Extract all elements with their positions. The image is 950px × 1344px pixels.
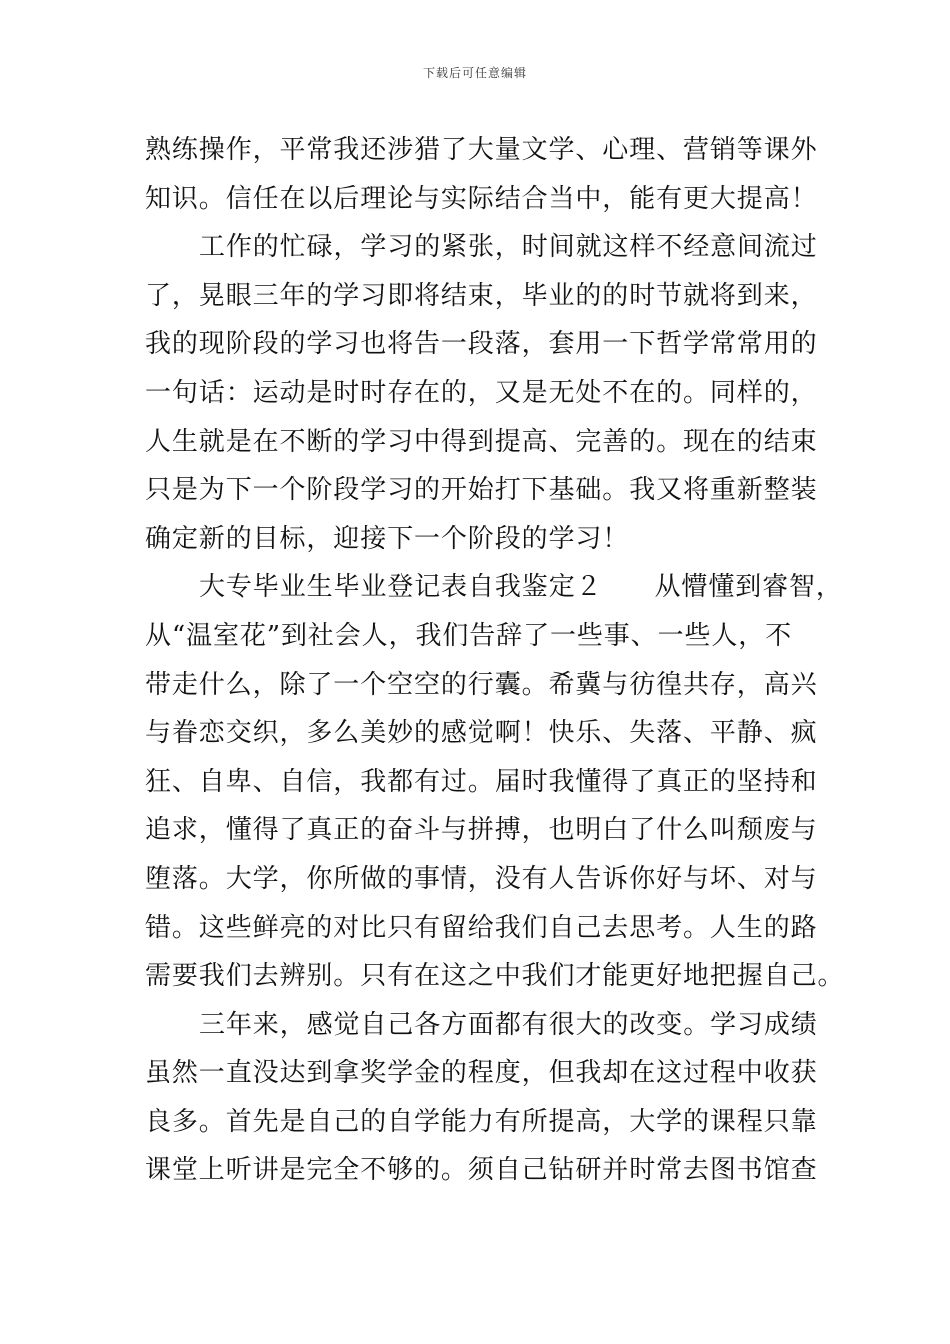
text-line: 带走什么，除了一个空空的行囊。希冀与彷徨共存，高兴 — [145, 669, 818, 700]
text-line: 虽然一直没达到拿奖学金的程度，但我却在这过程中收获 — [145, 1058, 818, 1089]
text-line: 与眷恋交织，多么美妙的感觉啊！快乐、失落、平静、疯 — [145, 718, 818, 749]
paragraph-start-line: 工作的忙碌，学习的紧张，时间就这样不经意间流过 — [199, 232, 818, 263]
text-line: 课堂上听讲是完全不够的。须自己钻研并时常去图书馆查 — [145, 1155, 818, 1186]
section-heading-title: 大专毕业生毕业登记表自我鉴定２ — [199, 572, 603, 603]
document-body — [145, 126, 845, 1195]
text-line: 错。这些鲜亮的对比只有留给我们自己去思考。人生的路 — [145, 912, 818, 943]
text-line: 只是为下一个阶段学习的开始打下基础。我又将重新整装 — [145, 475, 818, 506]
text-line: 确定新的目标，迎接下一个阶段的学习！ — [145, 523, 630, 554]
text-line: 我的现阶段的学习也将告一段落，套用一下哲学常常用的 — [145, 329, 818, 360]
text-line: 人生就是在不断的学习中得到提高、完善的。现在的结束 — [145, 426, 818, 457]
text-line: 了，晃眼三年的学习即将结束，毕业的的时节就将到来， — [145, 280, 818, 311]
text-line: 熟练操作，平常我还涉猎了大量文学、心理、营销等课外 — [145, 135, 818, 165]
paragraph-start-line: 三年来，感觉自己各方面都有很大的改变。学习成绩 — [199, 1009, 818, 1040]
text-line: 一句话：运动是时时存在的，又是无处不在的。同样的， — [145, 377, 818, 408]
section-heading-line — [145, 563, 843, 612]
text-line: 从“温室花”到社会人，我们告辞了一些事、一些人，不 — [145, 620, 793, 651]
text-line: 知识。信任在以后理论与实际结合当中，能有更大提高！ — [145, 183, 818, 214]
text-line: 追求，懂得了真正的奋斗与拼搏，也明白了什么叫颓废与 — [145, 815, 818, 846]
text-line: 良多。首先是自己的自学能力有所提高，大学的课程只靠 — [145, 1106, 818, 1137]
text-line: 狂、自卑、自信，我都有过。届时我懂得了真正的坚持和 — [145, 766, 818, 797]
text-line: 堕落。大学，你所做的事情，没有人告诉你好与坏、对与 — [145, 863, 818, 894]
section-heading-continuation: 从懵懂到睿智， — [654, 572, 843, 603]
page-header-note: 下载后可任意编辑 — [422, 66, 527, 80]
text-line: 需要我们去辨别。只有在这之中我们才能更好地把握自己。 — [145, 961, 845, 992]
